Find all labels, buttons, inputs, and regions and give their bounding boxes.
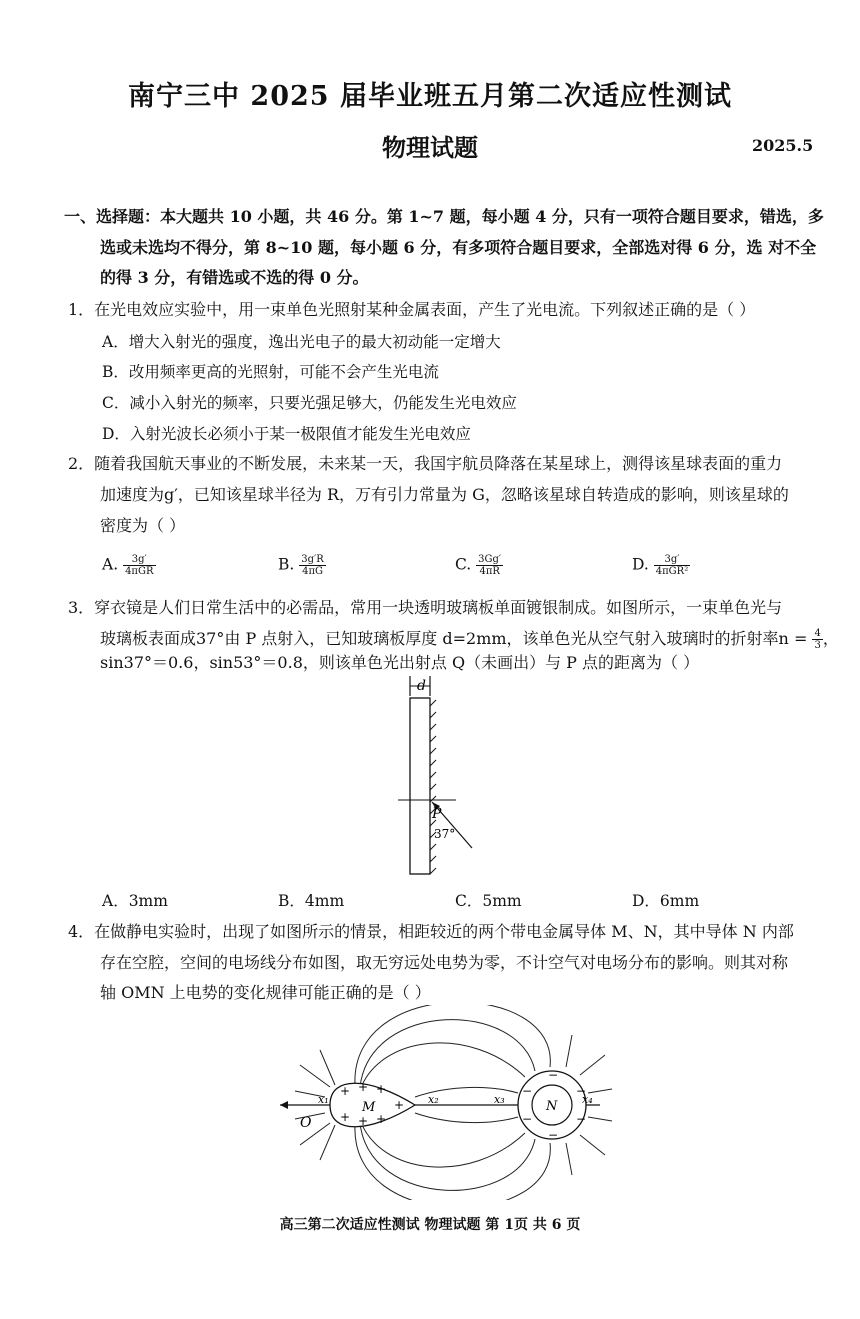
question-2-option-d: D. $\frac{3g'}{\text{4πGR²}}$ (632, 554, 689, 577)
thickness-label: d (417, 678, 426, 694)
electric-field-figure (270, 1005, 615, 1200)
question-3-line-1: 3．穿衣镜是人们日常生活中的必需品，常用一块透明玻璃板单面镀银制成。如图所示，一束单色光与 (68, 598, 783, 617)
svg-text:+: + (394, 1098, 405, 1112)
exam-subtitle: 物理试题 (382, 133, 478, 162)
question-3-option-a: A．3mm (102, 892, 168, 910)
question-3-line-3: sin37°＝0.6，sin53°＝0.8，则该单色光出射点 Q（未画出）与 P 点的距离为（ ） (100, 653, 700, 672)
exam-title: 南宁三中 2025 届毕业班五月第二次适应性测试 (128, 81, 732, 112)
question-4-line-3: 轴 OMN 上电势的变化规律可能正确的是（ ） (100, 983, 431, 1002)
section-instructions-line-3: 的得 3 分，有错选或不选的得 0 分。 (100, 268, 369, 287)
question-2-line-3: 密度为（ ） (100, 516, 186, 535)
svg-text:−: − (522, 1112, 533, 1126)
glass-plate (410, 698, 430, 874)
label-o: O (300, 1115, 312, 1131)
question-2-option-b: B. $\frac{3g'R}{4\pi G}$ (278, 554, 324, 577)
axis-arrowhead (280, 1101, 288, 1109)
label-x4: x₄ (582, 1093, 593, 1106)
question-2-option-c: C. $\frac{3Gg'}{4\pi R}$ (455, 554, 502, 577)
svg-text:+: + (340, 1110, 351, 1124)
section-instructions-line-1: 一、选择题：本大题共 10 小题，共 46 分。第 1~7 题，每小题 4 分，只有一项符合题目要求，错选，多 (64, 207, 824, 226)
question-1-option-b: B．改用频率更高的光照射，可能不会产生光电流 (102, 363, 439, 381)
label-m: M (362, 1100, 376, 1115)
page-footer: 高三第二次适应性测试 物理试题 第 1页 共 6 页 (279, 1217, 581, 1233)
label-x2: x₂ (428, 1093, 439, 1106)
svg-text:+: + (376, 1112, 387, 1126)
label-n: N (546, 1099, 558, 1114)
question-2-line-2: 加速度为g′，已知该星球半径为 R，万有引力常量为 G，忽略该星球自转造成的影响，则该星球的 (100, 485, 789, 504)
mirror-refraction-figure (380, 672, 500, 882)
question-1-stem: 1．在光电效应实验中，用一束单色光照射某种金属表面，产生了光电流。下列叙述正确的是（ ） (68, 300, 756, 319)
question-4-line-1: 4．在做静电实验时，出现了如图所示的情景，相距较近的两个带电金属导体 M、N，其中导体 N 内部 (68, 922, 794, 941)
svg-text:−: − (522, 1084, 533, 1098)
question-1-option-c: C．减小入射光的频率，只要光强足够大，仍能发生光电效应 (102, 394, 517, 412)
svg-text:−: − (576, 1112, 587, 1126)
question-1-option-a: A．增大入射光的强度，逸出光电子的最大初动能一定增大 (102, 333, 501, 351)
svg-text:+: + (340, 1084, 351, 1098)
question-2-line-1: 2．随着我国航天事业的不断发展，未来某一天，我国宇航员降落在某星球上，测得该星球表面的重力 (68, 454, 783, 473)
svg-text:−: − (548, 1128, 559, 1142)
angle-label: 37° (434, 827, 456, 841)
exam-date: 2025.5 (752, 136, 814, 155)
svg-text:+: + (358, 1114, 369, 1128)
section-instructions-line-2: 选或未选均不得分，第 8~10 题，每小题 6 分，有多项符合题目要求，全部选对得 6 分，选 对不全 (100, 238, 817, 257)
question-2-option-a: A. $\frac{3g'}{\text{4πGR}}$ (102, 554, 154, 577)
question-3-option-b: B．4mm (278, 892, 345, 910)
svg-text:+: + (358, 1080, 369, 1094)
question-1-option-d: D．入射光波长必须小于某一极限值才能发生光电效应 (102, 425, 471, 443)
question-3-option-c: C．5mm (455, 892, 522, 910)
svg-text:−: − (576, 1084, 587, 1098)
question-3-option-d: D．6mm (632, 892, 700, 910)
svg-text:−: − (548, 1068, 559, 1082)
question-3-line-2: 玻璃板表面成37°由 P 点射入，已知玻璃板厚度 d=2mm，该单色光从空气射入玻璃时的折射率n = $\frac{4}{3}$ ， (100, 628, 839, 651)
point-p-label: P (432, 806, 442, 822)
label-x3: x₃ (494, 1093, 505, 1106)
silvered-backing-hatch (430, 700, 436, 874)
svg-text:+: + (376, 1082, 387, 1096)
question-4-line-2: 存在空腔，空间的电场线分布如图，取无穷远处电势为零，不计空气对电场分布的影响。则其对称 (100, 953, 789, 972)
label-x1: x₁ (318, 1093, 329, 1106)
